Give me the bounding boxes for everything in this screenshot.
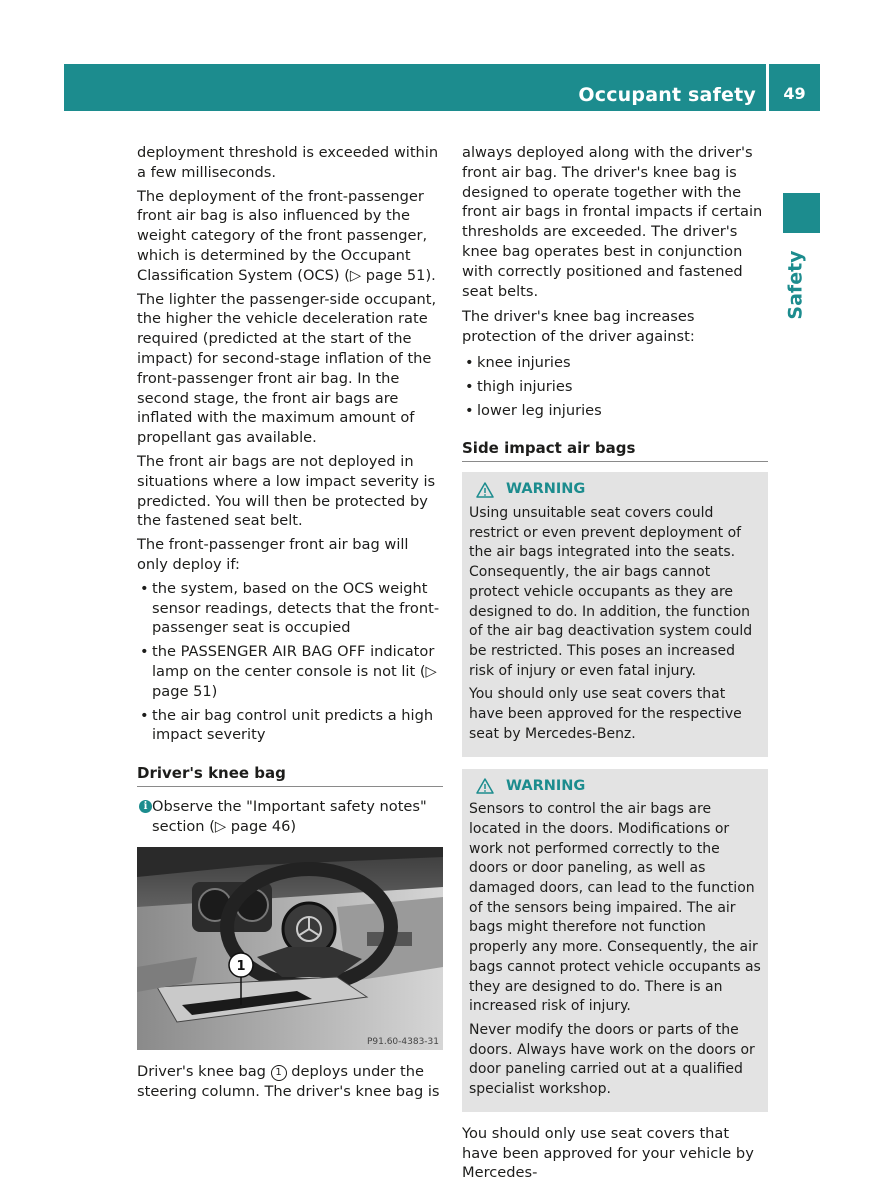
- paragraph: The front air bags are not deployed in situations where a low impact severity is predicted. You will then be protected by the fastened seat belt.: [137, 452, 436, 530]
- side-impact-heading: Side impact air bags: [462, 438, 768, 462]
- warning-triangle-icon: [476, 778, 494, 794]
- paragraph: The front-passenger front air bag will only deploy if:: [137, 536, 409, 573]
- warning-box-door-sensors: [462, 769, 768, 1112]
- side-tab-text: Safety: [785, 250, 808, 320]
- callout-marker: 1: [271, 1065, 287, 1081]
- page-number: 49: [783, 84, 806, 103]
- paragraph: The deployment of the front-passenger front air bag is also influenced by the weight category of the front passenger, which is determined by the Occupant Classification System (OCS) (▷ page 51).: [137, 187, 436, 284]
- warning-title-text: WARNING: [506, 481, 586, 498]
- header-bar: [64, 64, 766, 111]
- warning-triangle-icon: [476, 482, 494, 498]
- paragraph: always deployed along with the driver's front air bag. The driver's knee bag is designed to operate together with the front air bags in frontal impacts if certain thresholds are exceeded. The driver's knee bag operates best in conjunction with correctly positioned and fastened seat belts.: [462, 144, 763, 300]
- side-tab-marker: [783, 193, 820, 233]
- list-item: • the air bag control unit predicts a high impact severity: [137, 706, 443, 746]
- list-item: • the PASSENGER AIR BAG OFF indicator lamp on the center console is not lit (▷ page 51): [137, 642, 443, 701]
- knee-bag-photo: [137, 847, 443, 1050]
- info-text: Observe the "Important safety notes" section (▷ page 46): [152, 798, 427, 835]
- warning-text: Using unsuitable seat covers could restrict or even prevent deployment of the air bags integrated into the seats. Consequently, the air bags cannot protect vehicle occupants as they are designed to do. In addition, the function of the air bag deactivation system could be restricted. This poses an increased risk of injury or even fatal injury.: [469, 505, 753, 679]
- paragraph: You should only use seat covers that have been approved for your vehicle by Mercedes-: [462, 1124, 754, 1182]
- info-icon: i: [139, 800, 152, 813]
- deploy-conditions-list: [137, 579, 443, 745]
- list-item: • the system, based on the OCS weight sensor readings, detects that the front-passenger seat is occupied: [137, 579, 443, 638]
- paragraph: deployment threshold is exceeded within a few milliseconds.: [137, 144, 439, 181]
- paragraph: The lighter the passenger-side occupant, the higher the vehicle deceleration rate required (predicted at the start of the impact) for second-stage inflation of the front-passenger front air bag. In the second stage, the front air bags are inflated with the maximum amount of propellant gas available.: [137, 290, 437, 447]
- warning-box-seat-covers: [462, 472, 768, 756]
- warning-text: Sensors to control the air bags are located in the doors. Modifications or work not performed correctly to the doors or door paneling, as well as damaged doors, can lead to the function of the sensors being impaired. The air bags might therefore not function properly any more. Consequently, the air bags cannot protect vehicle occupants as they are designed to do. There is an increased risk of injury.: [469, 801, 761, 1015]
- caption-text: Driver's knee bag: [137, 1062, 266, 1080]
- list-item: • thigh injuries: [462, 377, 768, 397]
- warning-text: You should only use seat covers that have been approved for the respective seat by Mercedes-Benz.: [469, 686, 742, 742]
- warning-title: [469, 777, 761, 797]
- caption: [137, 1062, 443, 1102]
- photo-callout-number: 1: [236, 958, 246, 974]
- side-tab-label: [774, 250, 818, 320]
- section-title: Occupant safety: [578, 84, 756, 106]
- warning-title-text: WARNING: [506, 777, 586, 794]
- right-column: [462, 143, 768, 1187]
- protection-list: [462, 353, 768, 420]
- warning-text: Never modify the doors or parts of the doors. Always have work on the doors or door paneling carried out at a qualified specialist workshop.: [469, 1021, 755, 1098]
- left-column: [137, 143, 443, 1105]
- image-code: P91.60-4383-31: [366, 1036, 439, 1047]
- caption-text: deploys under the steering column. The driver's knee bag is: [137, 1062, 440, 1100]
- list-item: • lower leg injuries: [462, 401, 768, 421]
- paragraph: The driver's knee bag increases protection of the driver against:: [462, 308, 695, 346]
- cockpit-illustration: [137, 847, 443, 1050]
- knee-bag-heading: Driver's knee bag: [137, 763, 443, 787]
- page-number-box: [769, 64, 820, 111]
- list-item: • knee injuries: [462, 353, 768, 373]
- warning-title: [469, 480, 761, 500]
- info-note: [137, 797, 443, 837]
